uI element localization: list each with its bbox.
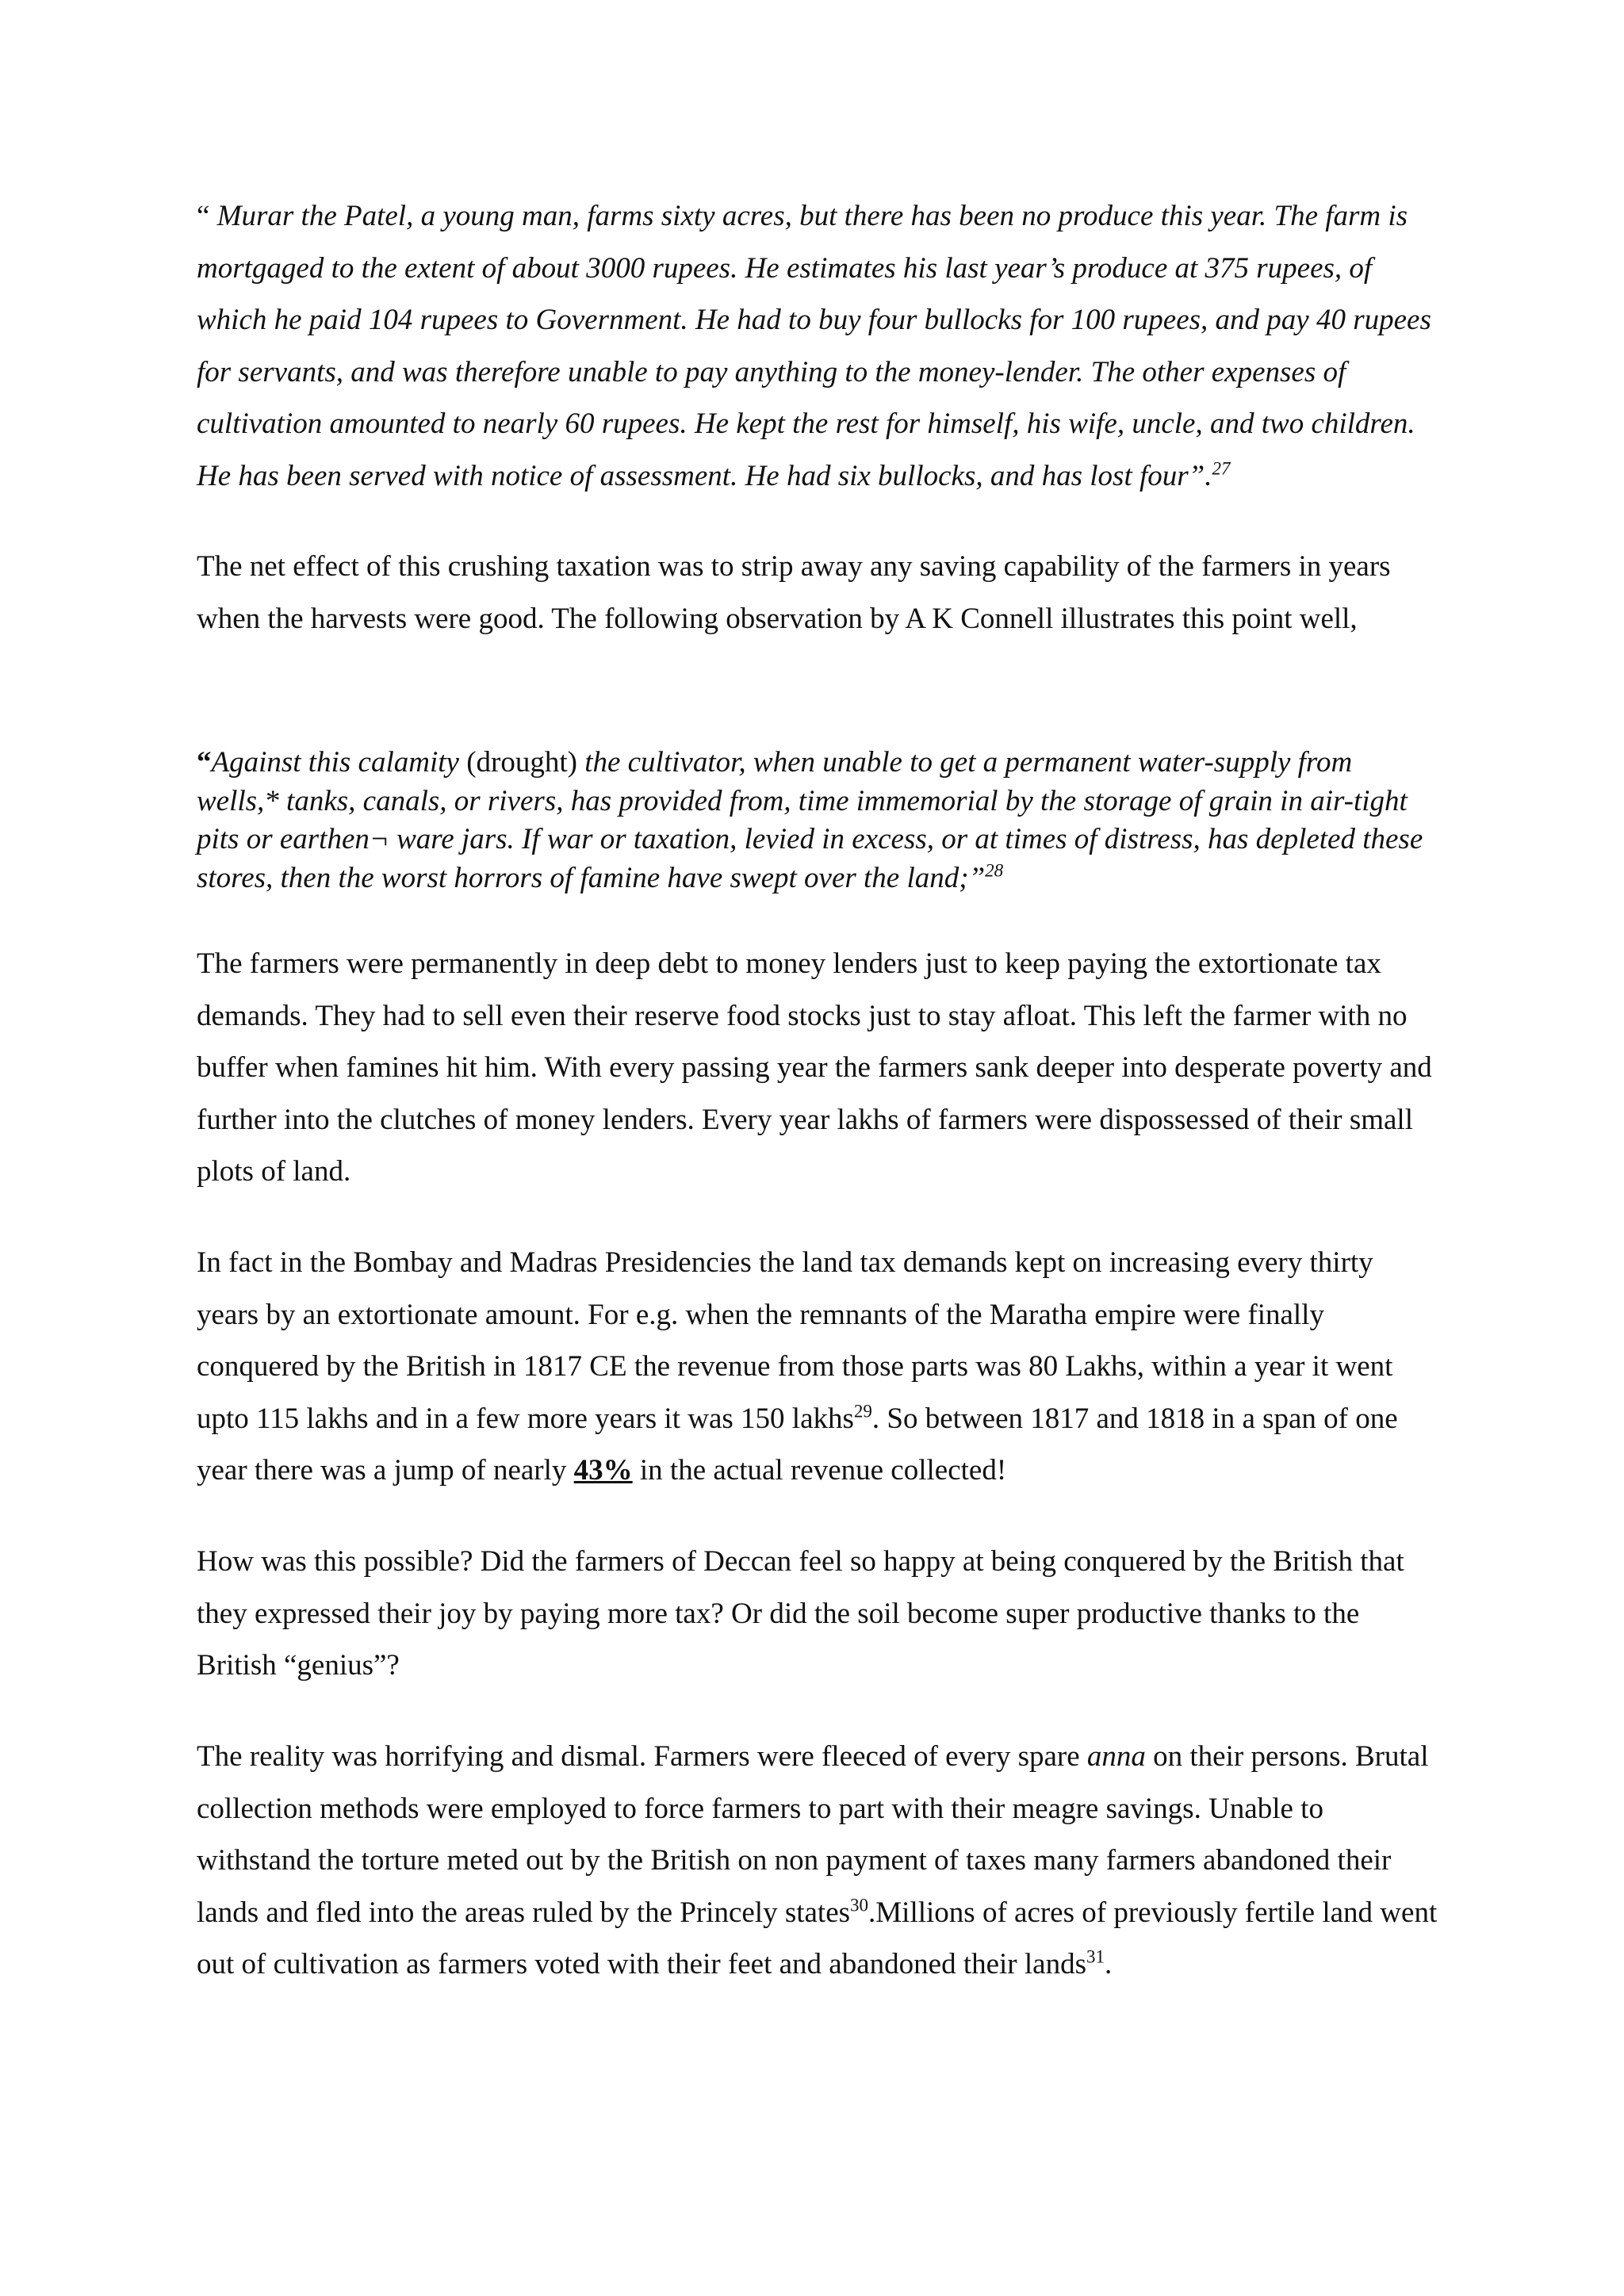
footnote-ref-28: 28 [985,860,1004,881]
term-anna: anna [1086,1740,1146,1773]
quote-text-b: (drought) [458,746,585,779]
quote-murar-patel [197,190,1442,502]
paragraph-text-d: . [1104,1948,1113,1980]
paragraph-land-tax [197,1237,1442,1497]
open-quote: “ [197,200,217,232]
paragraph-reality [197,1731,1442,1991]
quote-text: Murar the Patel, a young man, farms sixty acres, but there has been no produce this year. The farm is mortgaged to the extent of about 3000 rupees. He estimates his last year’s produce at 375 rupees, of which he paid 104 rupees to Government. He had to buy four bullocks for 100 rupees, and pay 40 rupees for servants, and was therefore unable to pay anything to the money-lender. The other expenses of cultivation amounted to nearly 60 rupees. He kept the rest for himself, his wife, uncle, and two children. He has been served with notice of assessment. He had six bullocks, and has lost four”. [197,200,1431,492]
quote-connell [197,744,1442,897]
quote-text-a: Against this calamity [211,746,459,779]
paragraph-text-a: In fact in the Bombay and Madras Presidencies the land tax demands kept on increasing every thirty years by an extortionate amount. For e.g. when the remnants of the Maratha empire were finally conquered by the British in 1817 CE the revenue from those parts was 80 Lakhs, within a year it went upto 115 lakhs and in a few more years it was 150 lakhs [197,1246,1393,1435]
paragraph-text: How was this possible? Did the farmers of Deccan feel so happy at being conquered by the British that they expressed their joy by paying more tax? Or did the soil become super productive thanks to the British “genius”? [197,1545,1404,1682]
paragraph-net-effect [197,541,1442,645]
paragraph-text-c: in the actual revenue collected! [632,1454,1007,1487]
highlight-percentage: 43% [573,1454,633,1487]
footnote-ref-31: 31 [1086,1946,1105,1967]
paragraph-debt [197,938,1442,1198]
paragraph-text: The farmers were permanently in deep debt to money lenders just to keep paying the extortionate tax demands. They had to sell even their reserve food stocks just to stay afloat. This left the farmer with no buffer when famines hit him. With every passing year the farmers sank deeper into desperate poverty and further into the clutches of money lenders. Every year lakhs of farmers were dispossessed of their small plots of land. [197,947,1432,1188]
footnote-ref-29: 29 [853,1401,872,1422]
paragraph-text-b: on their persons. Brutal collection methods were employed to force farmers to part with their meagre savings. Unable to withstand the torture meted out by the British on non payment of taxes many farmers abandoned their lands and fled into the areas ruled by the Princely states [197,1740,1429,1929]
paragraph-text: The net effect of this crushing taxation was to strip away any saving capability of the farmers in years when the harvests were good. The following observation by A K Connell illustrates this point well, [197,550,1391,635]
open-quote: “ [197,746,212,779]
paragraph-question [197,1536,1442,1692]
paragraph-text-a: The reality was horrifying and dismal. Farmers were fleeced of every spare [197,1740,1087,1773]
footnote-ref-27: 27 [1212,458,1231,479]
paragraph-text-b: . So between 1817 and 1818 in a span of one year there was a jump of nearly [197,1402,1398,1487]
quote-text-c: the cultivator, when unable to get a permanent water-supply from wells,* tanks, canals, or rivers, has provided from, time immemorial by the storage of grain in air-tight pits or earthen¬ ware jars. If war or taxation, levied in excess, or at times of distress, has depleted these stores, then the worst horrors of famine have swept over the land;” [197,746,1423,894]
footnote-ref-30: 30 [850,1895,869,1915]
paragraph-text-c: .Millions of acres of previously fertile land went out of cultivation as farmers voted with their feet and abandoned their lands [197,1896,1438,1980]
